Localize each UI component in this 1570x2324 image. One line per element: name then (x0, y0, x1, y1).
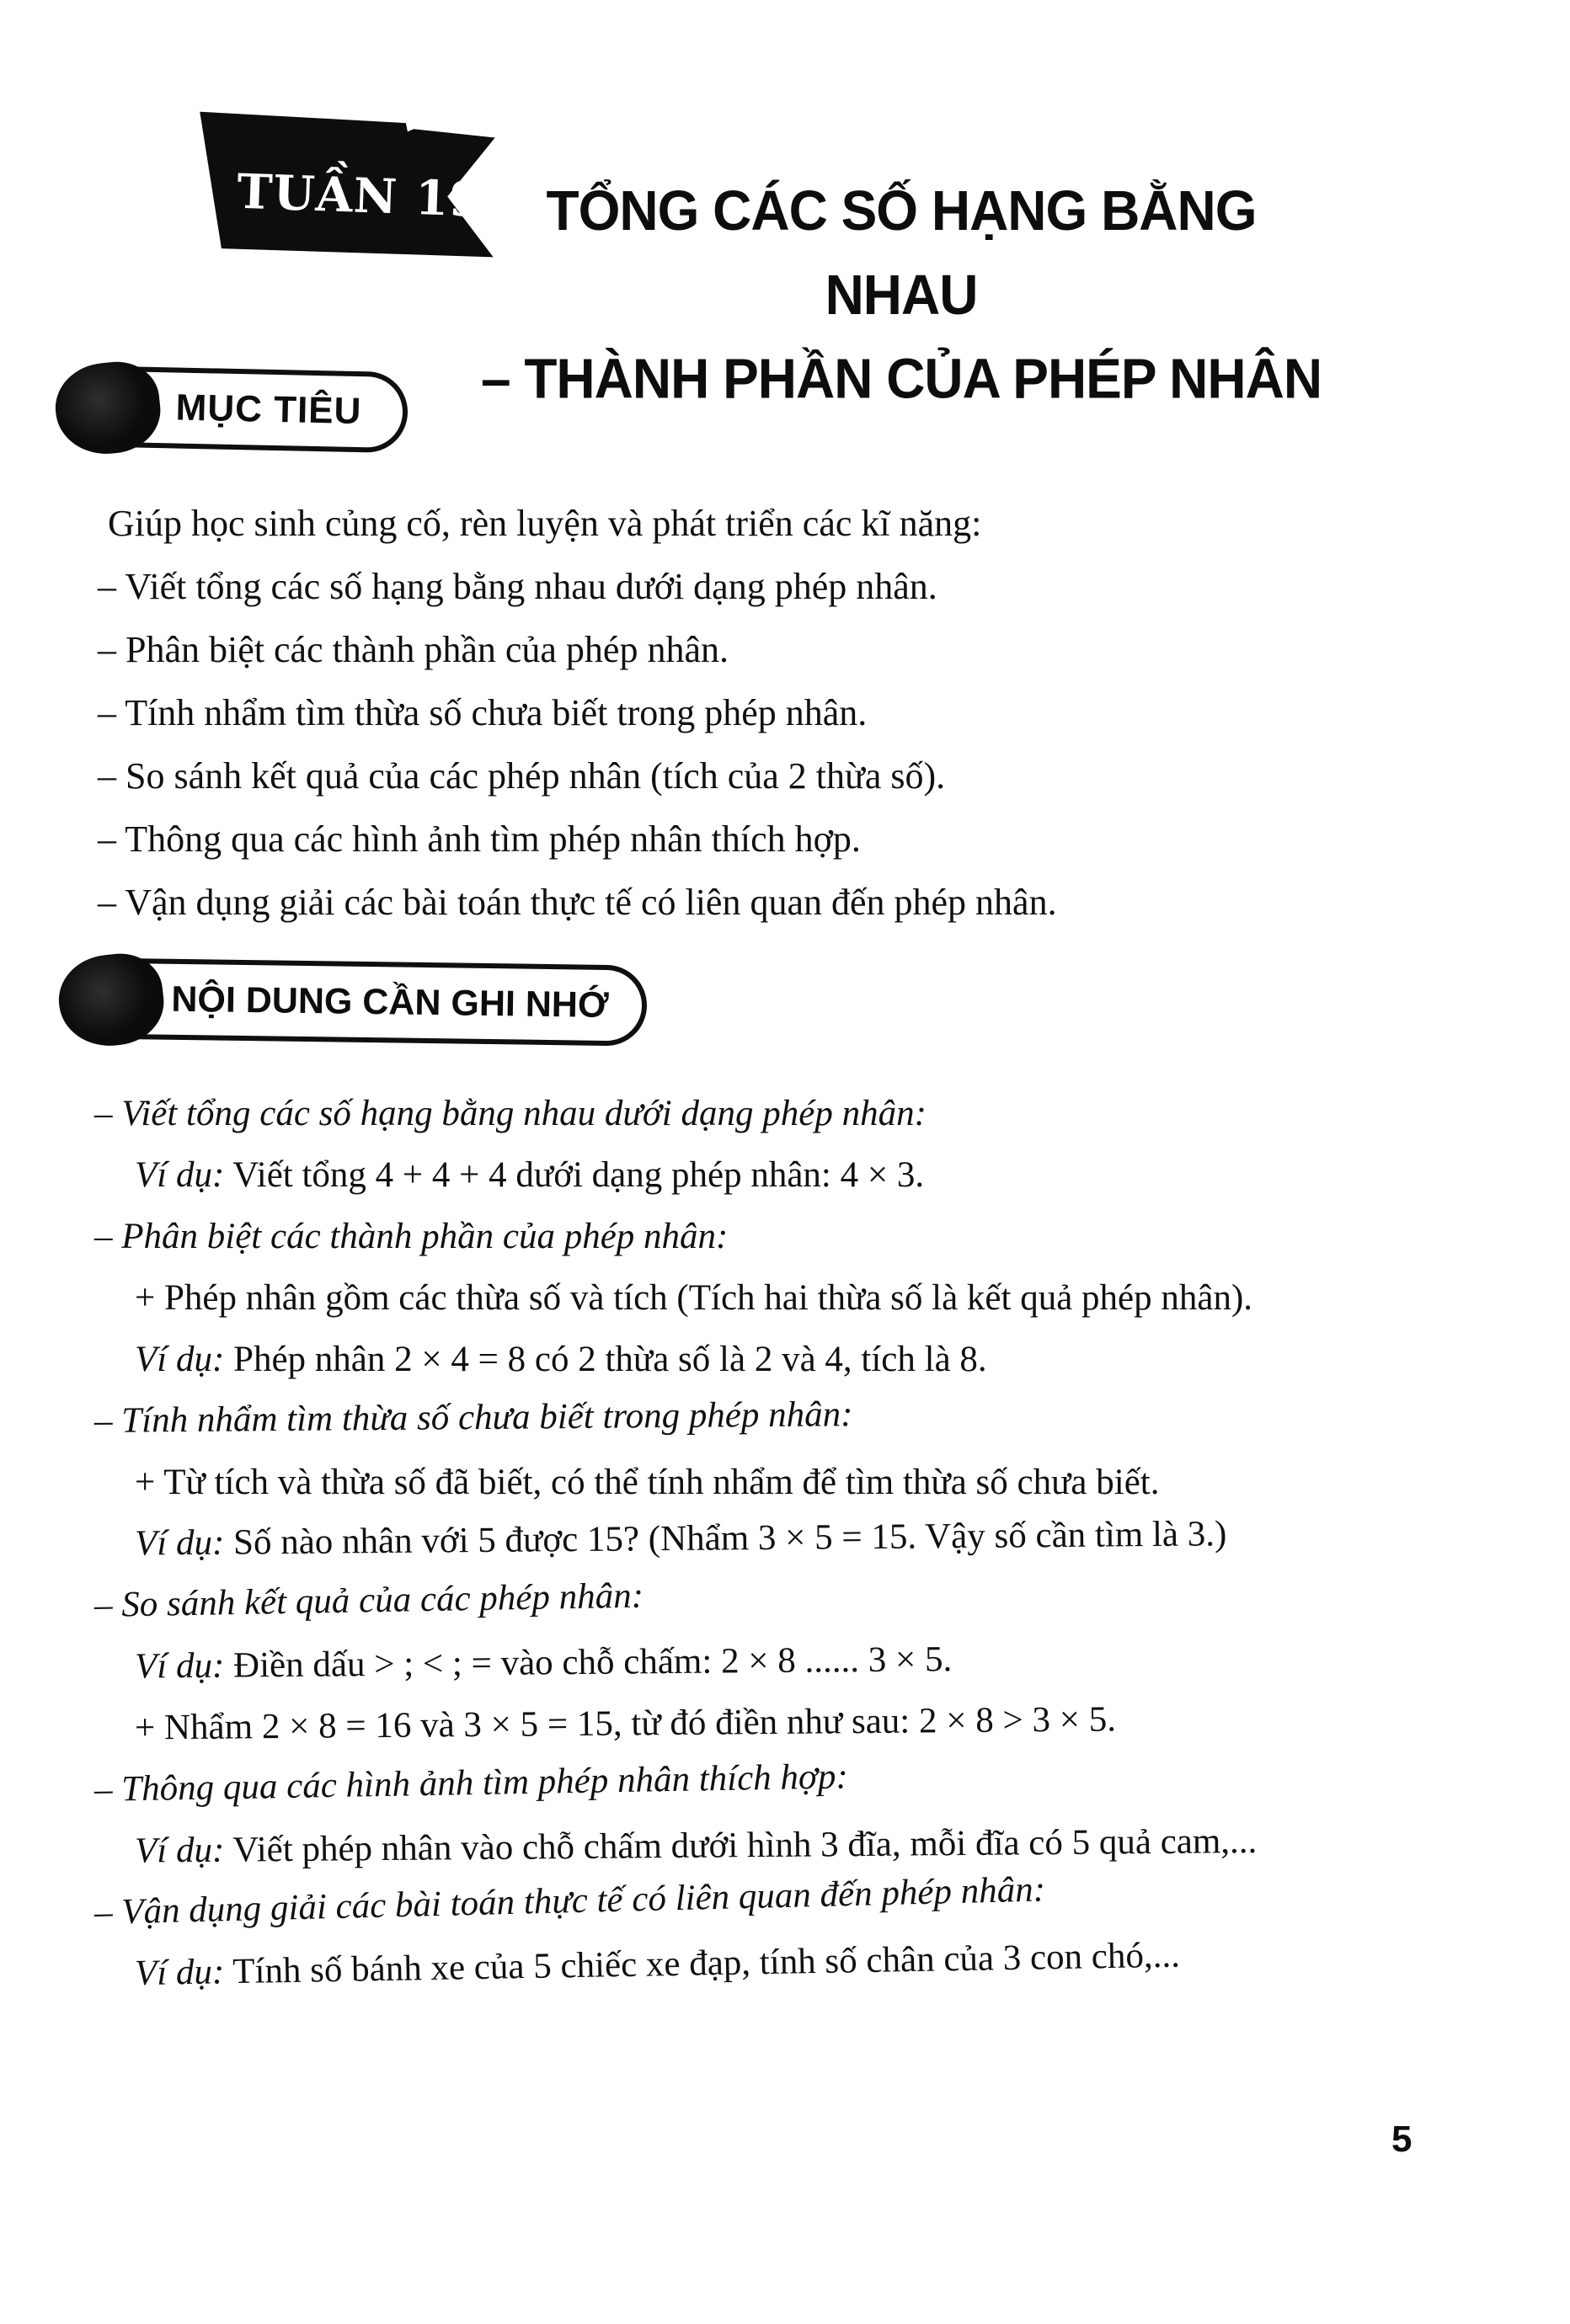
week-banner (192, 101, 504, 265)
example-label: Ví dụ: (135, 1155, 225, 1195)
rule-line (94, 1206, 1509, 1267)
rule-line (94, 1378, 1510, 1452)
week-label: TUẦN 19 (236, 163, 484, 228)
rule-text: – Phân biệt các thành phần của phép nhân: (94, 1217, 729, 1256)
rule-text: – Thông qua các hình ảnh tìm phép nhân thích hợp: (93, 1756, 849, 1810)
example-line (94, 1144, 1509, 1206)
example-text: Điền dấu > ; < ; = vào chỗ chấm: 2 × 8 ...... 3 × 5. (224, 1639, 953, 1686)
example-text: Số nào nhân với 5 được 15? (Nhẩm 3 × 5 = 15. Vậy số cần tìm là 3.) (224, 1514, 1227, 1563)
objective-item: – Vận dụng giải các bài toán thực tế có liên quan đến phép nhân. (98, 882, 1057, 923)
note-text: + Nhẩm 2 × 8 = 16 và 3 × 5 = 15, từ đó điền như sau: 2 × 8 > 3 × 5. (134, 1699, 1117, 1748)
content-section (94, 1083, 1509, 2005)
objective-item: – Phân biệt các thành phần của phép nhân. (98, 629, 729, 670)
rule-text: – So sánh kết quả của các phép nhân: (93, 1575, 644, 1625)
section-header-muc-tieu (55, 357, 419, 466)
example-text: Viết phép nhân vào chỗ chấm dưới hình 3 đĩa, mỗi đĩa có 5 quả cam,... (224, 1820, 1258, 1870)
section-header-noi-dung (58, 949, 675, 1058)
note-line (94, 1267, 1509, 1329)
example-text: Tính số bánh xe của 5 chiếc xe đạp, tính số chân của 3 con chó,... (223, 1935, 1181, 1992)
rule-line (94, 1083, 1509, 1144)
objective-item: – Viết tổng các số hạng bằng nhau dưới dạng phép nhân. (98, 566, 937, 607)
example-label: Ví dụ: (135, 1340, 225, 1379)
objective-item: – Thông qua các hình ảnh tìm phép nhân thích hợp. (98, 818, 861, 860)
example-label: Ví dụ: (134, 1952, 225, 1994)
note-text: + Phép nhân gồm các thừa số và tích (Tích hai thừa số là kết quả phép nhân). (135, 1278, 1253, 1318)
example-label: Ví dụ: (134, 1830, 225, 1871)
objectives-intro: Giúp học sinh củng cố, rèn luyện và phát triển các kĩ năng: (108, 503, 982, 544)
example-text: Viết tổng 4 + 4 + 4 dưới dạng phép nhân: 4 × 3. (224, 1155, 925, 1195)
example-label: Ví dụ: (134, 1645, 225, 1687)
example-label: Ví dụ: (134, 1522, 225, 1564)
rule-text: – Vận dụng giải các bài toán thực tế có liên quan đến phép nhân: (93, 1869, 1046, 1932)
rule-text: – Tính nhẩm tìm thừa số chưa biết trong phép nhân: (93, 1394, 853, 1441)
note-text: + Từ tích và thừa số đã biết, có thể tính nhẩm để tìm thừa số chưa biết. (135, 1463, 1160, 1502)
chapter-title-line1: TỔNG CÁC SỐ HẠNG BẰNG NHAU (546, 179, 1257, 327)
rule-text: – Viết tổng các số hạng bằng nhau dưới dạng phép nhân: (94, 1094, 927, 1133)
objectives-section (98, 492, 1445, 934)
noi-dung-pill (90, 957, 647, 1046)
week-ribbon-shape (192, 101, 504, 265)
chapter-title (476, 168, 1327, 421)
objective-item: – So sánh kết quả của các phép nhân (tích của 2 thừa số). (98, 755, 946, 797)
page-number: 5 (1391, 2119, 1412, 2160)
example-text: Phép nhân 2 × 4 = 8 có 2 thừa số là 2 và 4, tích là 8. (224, 1340, 987, 1379)
chapter-title-line2: – THÀNH PHẦN CỦA PHÉP NHÂN (480, 347, 1322, 411)
objective-item: – Tính nhẩm tìm thừa số chưa biết trong phép nhân. (98, 692, 868, 733)
muc-tieu-heading: MỤC TIÊU (175, 386, 362, 433)
noi-dung-heading: NỘI DUNG CẦN GHI NHỚ (171, 978, 609, 1026)
